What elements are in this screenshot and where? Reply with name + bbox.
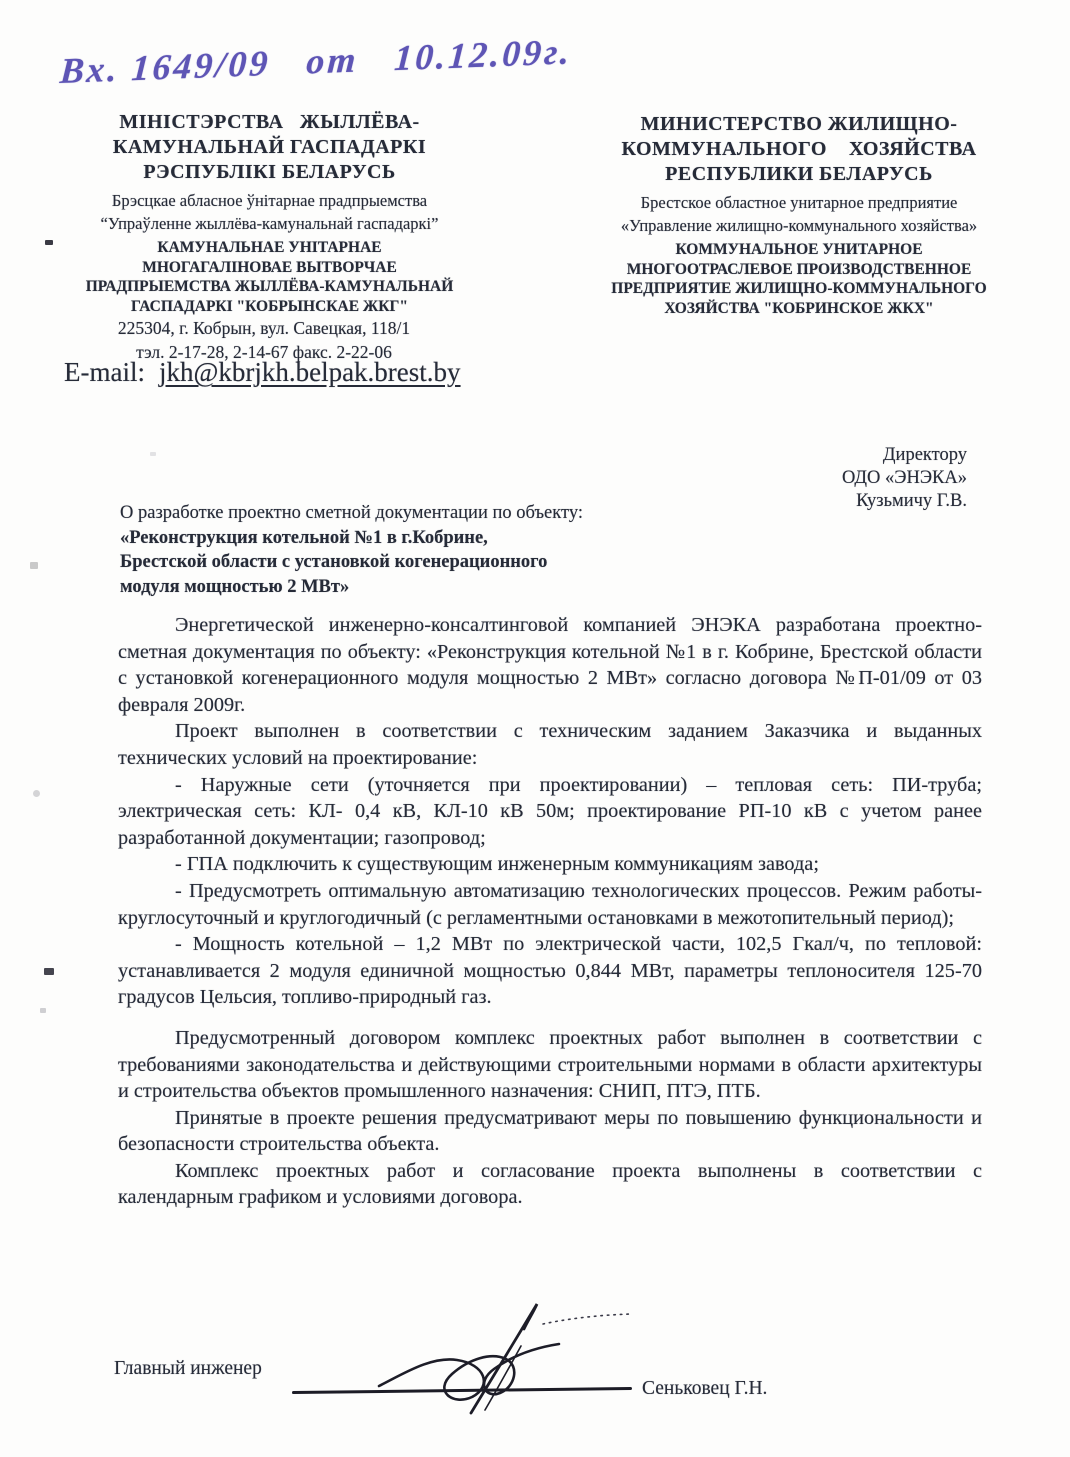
enterprise-name-line: КАМУНАЛЬНАЕ УНІТАРНАЕ	[157, 239, 382, 256]
parent-org-line: «Управление жилищно-коммунального хозяйства»	[620, 216, 978, 235]
enterprise-name-line: МНОГАГАЛІНОВАЕ ВЫТВОРЧАЕ	[142, 258, 397, 276]
letterhead-russian	[568, 112, 1030, 318]
letter-body	[118, 612, 982, 1211]
scan-speck	[30, 562, 38, 569]
ministry-title-line: КАМУНАЛЬНАЙ ГАСПАДАРКІ	[112, 136, 427, 158]
scan-speck	[150, 452, 156, 456]
addressee-person: Кузьмичу Г.В.	[856, 491, 967, 511]
enterprise-name-line: МНОГООТРАСЛЕВОЕ ПРОИЗВОДСТВЕННОЕ	[626, 260, 972, 278]
enterprise-name-line: ПРЕДПРИЯТИЕ ЖИЛИЩНО-КОММУНАЛЬНОГО	[611, 280, 987, 297]
email-address: jkh@kbrjkh.belpak.brest.by	[158, 357, 461, 387]
addressee-company: ОДО «ЭНЭКА»	[841, 468, 967, 488]
enterprise-name-line: ПРАДПРЫЕМСТВА ЖЫЛЛЁВА-КАМУНАЛЬНАЙ	[85, 278, 454, 295]
paragraph-intro: Энергетической инженерно-консалтинговой компанией ЭНЭКА разработана проектно-сметная документация по объекту: «Реконструкция котельной №1 в г. Кобрине, Брестской области с установкой когенерационного модуля мощностью 2 МВт» согласно договора №П-01/09 от 03 февраля 2009г.	[118, 614, 982, 716]
ministry-title-line: МИНИСТЕРСТВО ЖИЛИЩНО-	[640, 113, 958, 135]
subject-object-line: Брестской области с установкой когенерационного	[120, 552, 548, 572]
ministry-title-line: РЕСПУБЛИКИ БЕЛАРУСЬ	[665, 163, 933, 185]
subject-intro: О разработке проектно сметной документации по объекту:	[120, 503, 583, 523]
enterprise-name-line: ХОЗЯЙСТВА "КОБРИНСКОЕ ЖКХ"	[664, 299, 934, 317]
parent-org-line: Брэсцкае абласное ўнітарнае прадпрыемства	[111, 191, 428, 210]
addressee-block	[690, 444, 967, 513]
enterprise-name-line: ГАСПАДАРКІ "КОБРЫНСКАЕ ЖКГ"	[131, 297, 408, 315]
addressee-role: Директору	[882, 445, 967, 465]
parent-org-line: Брестское областное унитарное предприятие	[640, 193, 958, 212]
signatory-name: Сеньковец Г.Н.	[642, 1378, 768, 1399]
parent-org-line: “Упраўленне жыллёва-камунальнай гаспадаркі”	[100, 214, 439, 233]
bullet-networks: - Наружные сети (уточняется при проектировании) – тепловая сеть: ПИ-труба; электрическая сеть: КЛ- 0,4 кВ, КЛ-10 кВ 50м; проектирование РП-10 кВ с учетом ранее разработанной документации; газопровод;	[118, 773, 982, 849]
bullet-capacity: - Мощность котельной – 1,2 МВт по электрической части, 102,5 Гкал/ч, по тепловой: устанавливается 2 модуля единичной мощностью 0,844 МВт, параметры теплоносителя 125-70 градусов Цельсия, топливо-природный газ.	[118, 933, 982, 1009]
letterhead-belarusian	[42, 110, 497, 316]
subject-object-line: «Реконструкция котельной №1 в г.Кобрине,	[120, 527, 488, 548]
ministry-title-line: КОММУНАЛЬНОГО ХОЗЯЙСТВА	[621, 138, 977, 160]
paragraph-conditions: Проект выполнен в соответствии с техническим заданием Заказчика и выданных технических условий на проектирование:	[118, 720, 982, 769]
scan-speck	[33, 790, 40, 797]
scan-speck	[44, 968, 54, 975]
enterprise-name-line: КОММУНАЛЬНОЕ УНИТАРНОЕ	[675, 241, 923, 258]
subject-object-line: модуля мощностью 2 МВт»	[120, 576, 350, 597]
paragraph-schedule: Комплекс проектных работ и согласование проекта выполнены в соответствии с календарным графиком и условиями договора.	[118, 1159, 982, 1209]
bullet-gpa: - ГПА подключить к существующим инженерным коммуникациям завода;	[175, 853, 819, 876]
signatory-role: Главный инженер	[114, 1358, 262, 1379]
email-label: E-mail:	[64, 357, 145, 387]
bullet-automation: - Предусмотреть оптимальную автоматизацию технологических процессов. Режим работы- круглосуточный и круглогодичный (с регламентными остановками в межотопительный период);	[118, 879, 982, 929]
signature-scrawl	[373, 1294, 638, 1416]
subject-block	[120, 501, 720, 599]
phone-fax-line: тэл. 2-17-28, 2-14-67 факс. 2-22-06	[136, 341, 392, 362]
postal-address: 225304, г. Кобрын, вул. Савецкая, 118/1	[117, 318, 411, 338]
paragraph-compliance: Предусмотренный договором комплекс проектных работ выполнен в соответствии с требованиями законодательства и действующими строительными нормами в области архитектуры и строительства объектов промышленного назначения: СНИП, ПТЭ, ПТБ.	[118, 1026, 982, 1103]
email-line	[64, 357, 461, 388]
ministry-title-line: МІНІСТЭРСТВА ЖЫЛЛЁВА-	[119, 111, 420, 133]
scan-speck	[45, 240, 53, 245]
paragraph-safety: Принятые в проекте решения предусматривают меры по повышению функциональности и безопасности строительства объекта.	[118, 1106, 982, 1156]
scan-speck	[40, 1008, 46, 1013]
incoming-stamp-handwriting: Вх. 1649/09 от 10.12.09г.	[58, 31, 574, 92]
ministry-title-line: РЭСПУБЛІКІ БЕЛАРУСЬ	[143, 161, 396, 183]
